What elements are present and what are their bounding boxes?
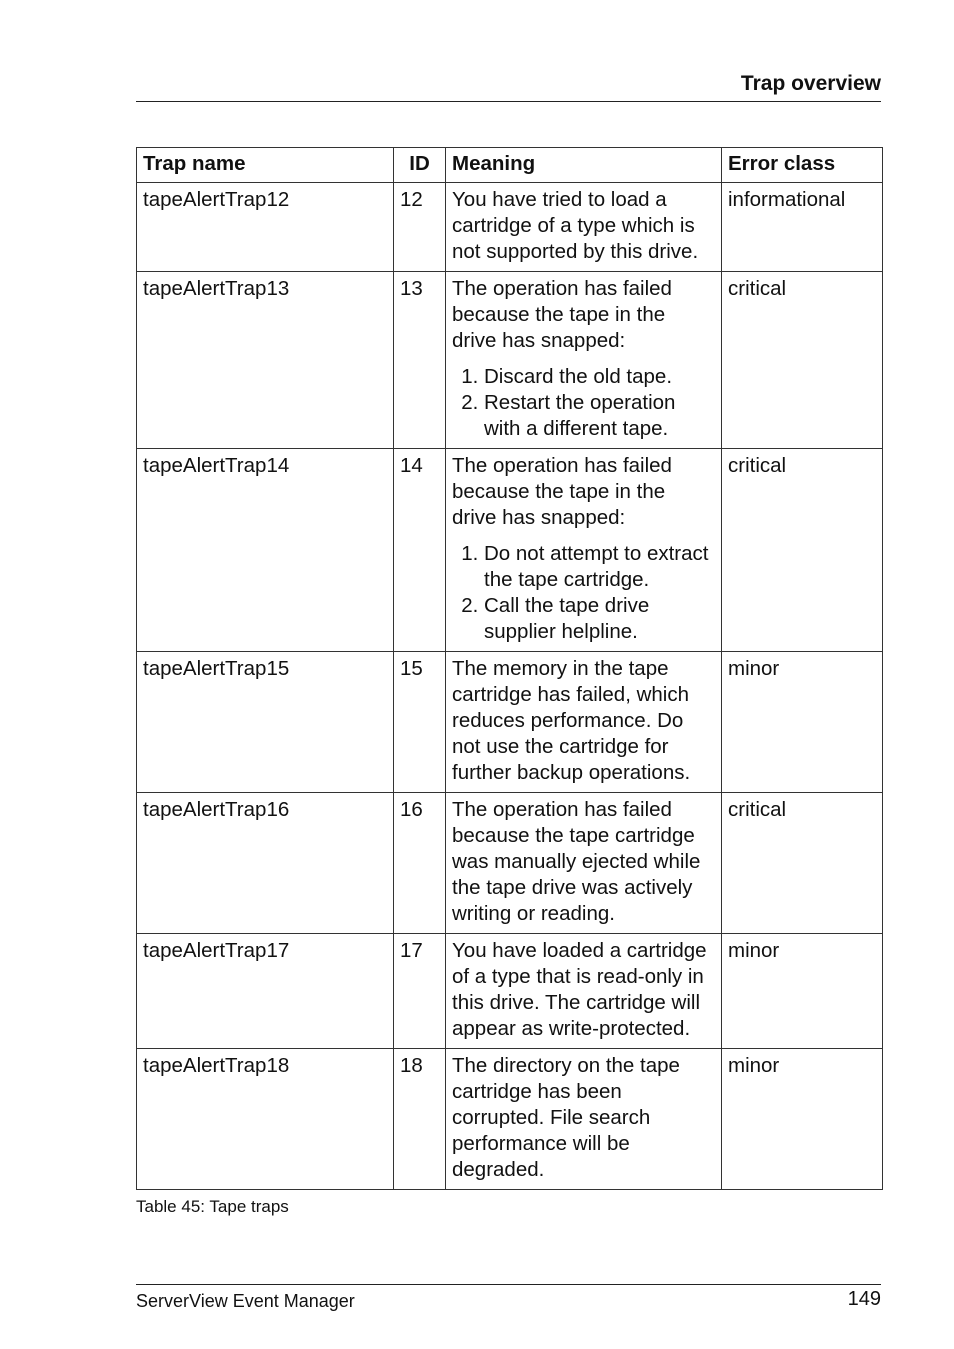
column-header-id: ID bbox=[394, 148, 446, 183]
page-number: 149 bbox=[847, 1288, 881, 1310]
meaning-text: The operation has failed because the tape in the drive has snapped: bbox=[452, 277, 672, 352]
table-row bbox=[137, 934, 883, 1049]
table-row bbox=[137, 183, 883, 272]
trap-meaning-cell bbox=[446, 183, 722, 272]
step-item: 1. Do not attempt to extract the tape cartridge. bbox=[484, 541, 715, 593]
meaning-text: The memory in the tape cartridge has failed, which reduces performance. Do not use the cartridge for further backup operations. bbox=[452, 657, 691, 784]
column-header-error-class: Error class bbox=[722, 148, 883, 183]
steps-list bbox=[452, 364, 715, 442]
error-class-cell: critical bbox=[722, 449, 883, 652]
trap-id-cell: 14 bbox=[394, 449, 446, 652]
trap-id-cell: 16 bbox=[394, 793, 446, 934]
header-rule bbox=[136, 101, 881, 102]
trap-id-cell: 15 bbox=[394, 652, 446, 793]
table-row bbox=[137, 652, 883, 793]
trap-id-cell: 13 bbox=[394, 272, 446, 449]
table-header-row bbox=[137, 148, 883, 183]
meaning-text: You have loaded a cartridge of a type that is read-only in this drive. The cartridge will appear as write-protected. bbox=[452, 939, 707, 1040]
trap-meaning-cell bbox=[446, 272, 722, 449]
trap-meaning-cell bbox=[446, 793, 722, 934]
step-item: 2. Call the tape drive supplier helpline. bbox=[484, 593, 715, 645]
table-row bbox=[137, 793, 883, 934]
step-item: 1. Discard the old tape. bbox=[484, 364, 715, 390]
trap-meaning-cell bbox=[446, 449, 722, 652]
error-class-cell: minor bbox=[722, 1049, 883, 1190]
table-row bbox=[137, 272, 883, 449]
error-class-cell: minor bbox=[722, 652, 883, 793]
trap-name-cell: tapeAlertTrap12 bbox=[137, 183, 394, 272]
table-row bbox=[137, 1049, 883, 1190]
trap-name-cell: tapeAlertTrap14 bbox=[137, 449, 394, 652]
error-class-cell: informational bbox=[722, 183, 883, 272]
table-caption: Table 45: Tape traps bbox=[136, 1197, 289, 1216]
meaning-text: The operation has failed because the tape cartridge was manually ejected while the tape drive was actively writing or reading. bbox=[452, 798, 701, 925]
column-header-meaning: Meaning bbox=[446, 148, 722, 183]
meaning-text: The operation has failed because the tape in the drive has snapped: bbox=[452, 454, 672, 529]
steps-list bbox=[452, 541, 715, 645]
step-item: 2. Restart the operation with a different tape. bbox=[484, 390, 715, 442]
trap-name-cell: tapeAlertTrap18 bbox=[137, 1049, 394, 1190]
trap-id-cell: 12 bbox=[394, 183, 446, 272]
trap-meaning-cell bbox=[446, 934, 722, 1049]
error-class-cell: critical bbox=[722, 272, 883, 449]
trap-id-cell: 17 bbox=[394, 934, 446, 1049]
trap-meaning-cell bbox=[446, 1049, 722, 1190]
tape-traps-table bbox=[136, 147, 883, 1190]
trap-name-cell: tapeAlertTrap15 bbox=[137, 652, 394, 793]
meaning-text: You have tried to load a cartridge of a type which is not supported by this drive. bbox=[452, 188, 699, 263]
table-row bbox=[137, 449, 883, 652]
trap-name-cell: tapeAlertTrap17 bbox=[137, 934, 394, 1049]
error-class-cell: minor bbox=[722, 934, 883, 1049]
footer-rule bbox=[136, 1284, 881, 1285]
trap-name-cell: tapeAlertTrap16 bbox=[137, 793, 394, 934]
running-header-title: Trap overview bbox=[740, 72, 881, 95]
trap-id-cell: 18 bbox=[394, 1049, 446, 1190]
error-class-cell: critical bbox=[722, 793, 883, 934]
footer-product-name: ServerView Event Manager bbox=[136, 1291, 355, 1311]
trap-name-cell: tapeAlertTrap13 bbox=[137, 272, 394, 449]
trap-meaning-cell bbox=[446, 652, 722, 793]
meaning-text: The directory on the tape cartridge has been corrupted. File search performance will be degraded. bbox=[452, 1054, 680, 1181]
column-header-trap-name: Trap name bbox=[137, 148, 394, 183]
